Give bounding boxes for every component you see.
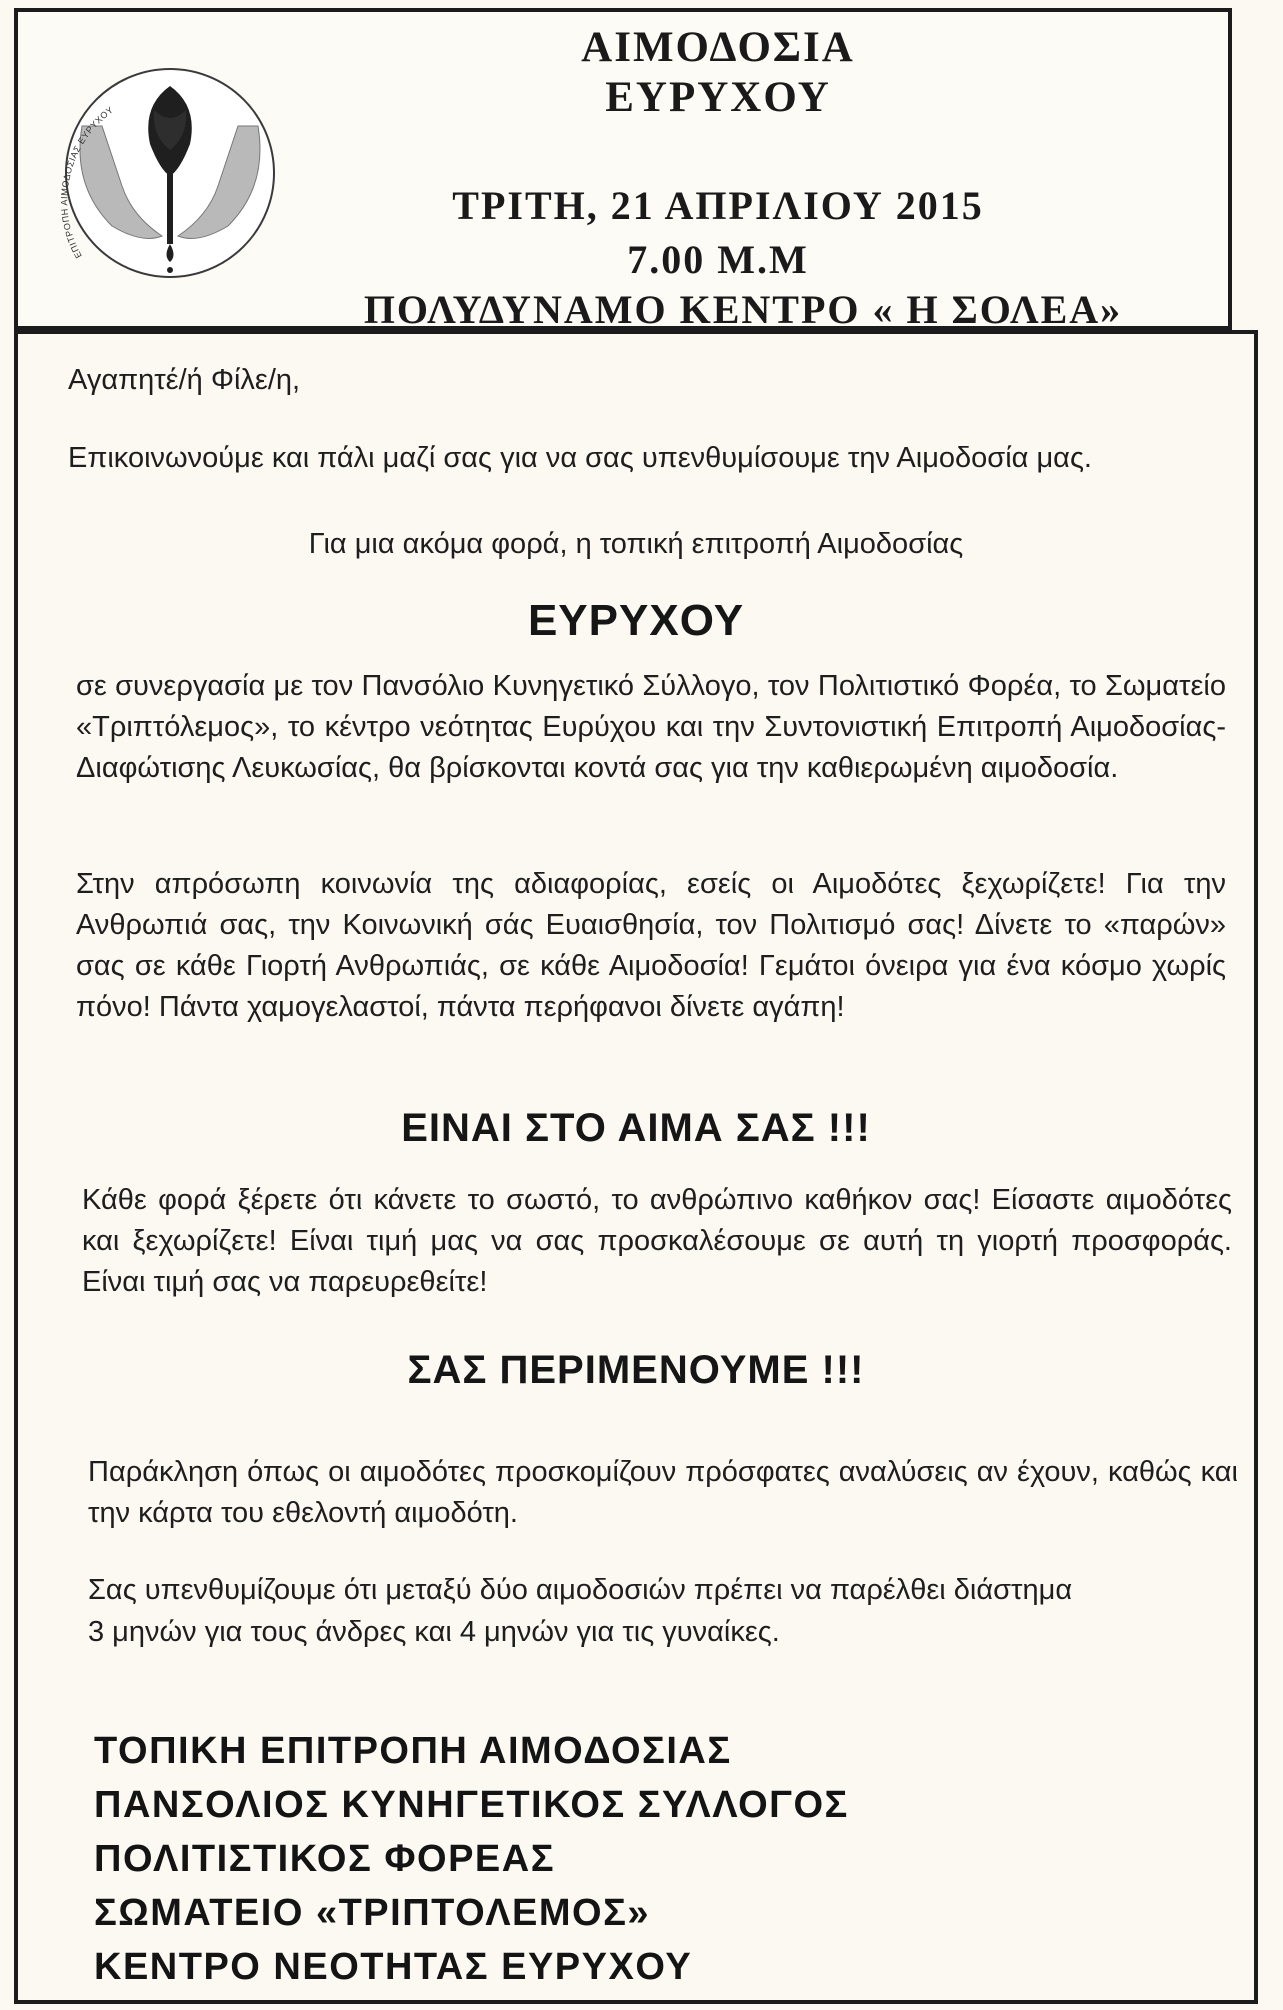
- signoff-local-committee: ΤΟΠΙΚΗ ΕΠΙΤΡΟΠΗ ΑΙΜΟΔΟΣΙΑΣ: [94, 1730, 732, 1772]
- blood-heading: ΕΙΝΑΙ ΣΤΟ ΑΙΜΑ ΣΑΣ !!!: [401, 1106, 871, 1150]
- letter-body-box: [14, 330, 1258, 2004]
- collaboration-paragraph: σε συνεργασία με τον Πανσόλιο Κυνηγετικό Σύλλογο, τον Πολιτιστικό Φορέα, το Σωματείο «Τριπτόλεμος», το κέντρο νεότητας Ευρύχου και την Συντονιστική Επιτροπή Αιμοδοσίας-Διαφώτισης Λευκωσίας, θα βρίσκονται κοντά σας για την καθιερωμένη αιμοδοσία.: [76, 670, 1226, 784]
- title-line-2: ΕΥΡΥΧΟΥ: [605, 74, 831, 121]
- tribute-paragraph: Στην απρόσωπη κοινωνία της αδιαφορίας, εσείς οι Αιμοδότες ξεχωρίζετε! Για την Ανθρωπιά σας, την Κοινωνική σάς Ευαισθησία, τον Πολιτισμό σας! Δίνετε το «παρών» σας σε κάθε Γιορτή Ανθρωπιάς, σε κάθε Αιμοδοσία! Γεμάτοι όνειρα για ένα κόσμο χωρίς πόνο! Πάντα χαμογελαστοί, πάντα περήφανοι δίνετε αγάπη!: [76, 868, 1226, 1023]
- title-line-1: ΑΙΜΟΔΟΣΙΑ: [581, 24, 855, 71]
- event-time: 7.00 Μ.Μ: [627, 237, 809, 282]
- request-paragraph: Παράκληση όπως οι αιμοδότες προσκομίζουν πρόσφατες αναλύσεις αν έχουν, καθώς και την κάρτα του εθελοντή αιμοδότη.: [88, 1456, 1238, 1529]
- greeting: Αγαπητέ/ή Φίλε/η,: [68, 364, 301, 396]
- waiting-heading: ΣΑΣ ΠΕΡΙΜΕΝΟΥΜΕ !!!: [407, 1348, 865, 1392]
- signoff-triptolemos-association: ΣΩΜΑΤΕΙΟ «ΤΡΙΠΤΟΛΕΜΟΣ»: [94, 1892, 651, 1934]
- intro-paragraph: Επικοινωνούμε και πάλι μαζί σας για να σας υπενθυμίσουμε την Αιμοδοσία μας.: [68, 442, 1092, 474]
- event-date: ΤΡΙΤΗ, 21 ΑΠΡΙΛΙΟΥ 2015: [452, 183, 984, 228]
- village-heading: ΕΥΡΥΧΟΥ: [527, 596, 745, 645]
- signoff-hunting-club: ΠΑΝΣΟΛΙΟΣ ΚΥΝΗΓΕΤΙΚΟΣ ΣΥΛΛΟΓΟΣ: [94, 1784, 849, 1826]
- signoff-cultural-body: ΠΟΛΙΤΙΣΤΙΚΟΣ ΦΟΡΕΑΣ: [94, 1838, 556, 1880]
- event-venue: ΠΟΛΥΔΥΝΑΜΟ ΚΕΝΤΡΟ « Η ΣΟΛΕΑ»: [363, 287, 1123, 332]
- blood-drop-hands-logo-icon: [42, 66, 298, 280]
- header-box: [14, 8, 1232, 330]
- reminder-line-2: 3 μηνών για τους άνδρες και 4 μηνών για τις γυναίκες.: [88, 1616, 780, 1648]
- honor-paragraph: Κάθε φορά ξέρετε ότι κάνετε το σωστό, το ανθρώπινο καθήκον σας! Είσαστε αιμοδότες και ξεχωρίζετε! Είναι τιμή μας να σας προσκαλέσουμε σε αυτή τη γιορτή προσφοράς. Είναι τιμή σας να παρευρεθείτε!: [82, 1184, 1232, 1298]
- reminder-line-1: Σας υπενθυμίζουμε ότι μεταξύ δύο αιμοδοσιών πρέπει να παρέλθει διάστημα: [88, 1574, 1073, 1606]
- logo-caption: ΕΠΙΤΡΟΠΗ ΑΙΜΟΔΟΣΙΑΣ ΕΥΡΥΧΟΥ: [59, 104, 116, 260]
- intro-continuation: Για μια ακόμα φορά, η τοπική επιτροπή Αιμοδοσίας: [308, 528, 964, 560]
- signoff-youth-centre: ΚΕΝΤΡΟ ΝΕΟΤΗΤΑΣ ΕΥΡΥΧΟΥ: [94, 1946, 693, 1988]
